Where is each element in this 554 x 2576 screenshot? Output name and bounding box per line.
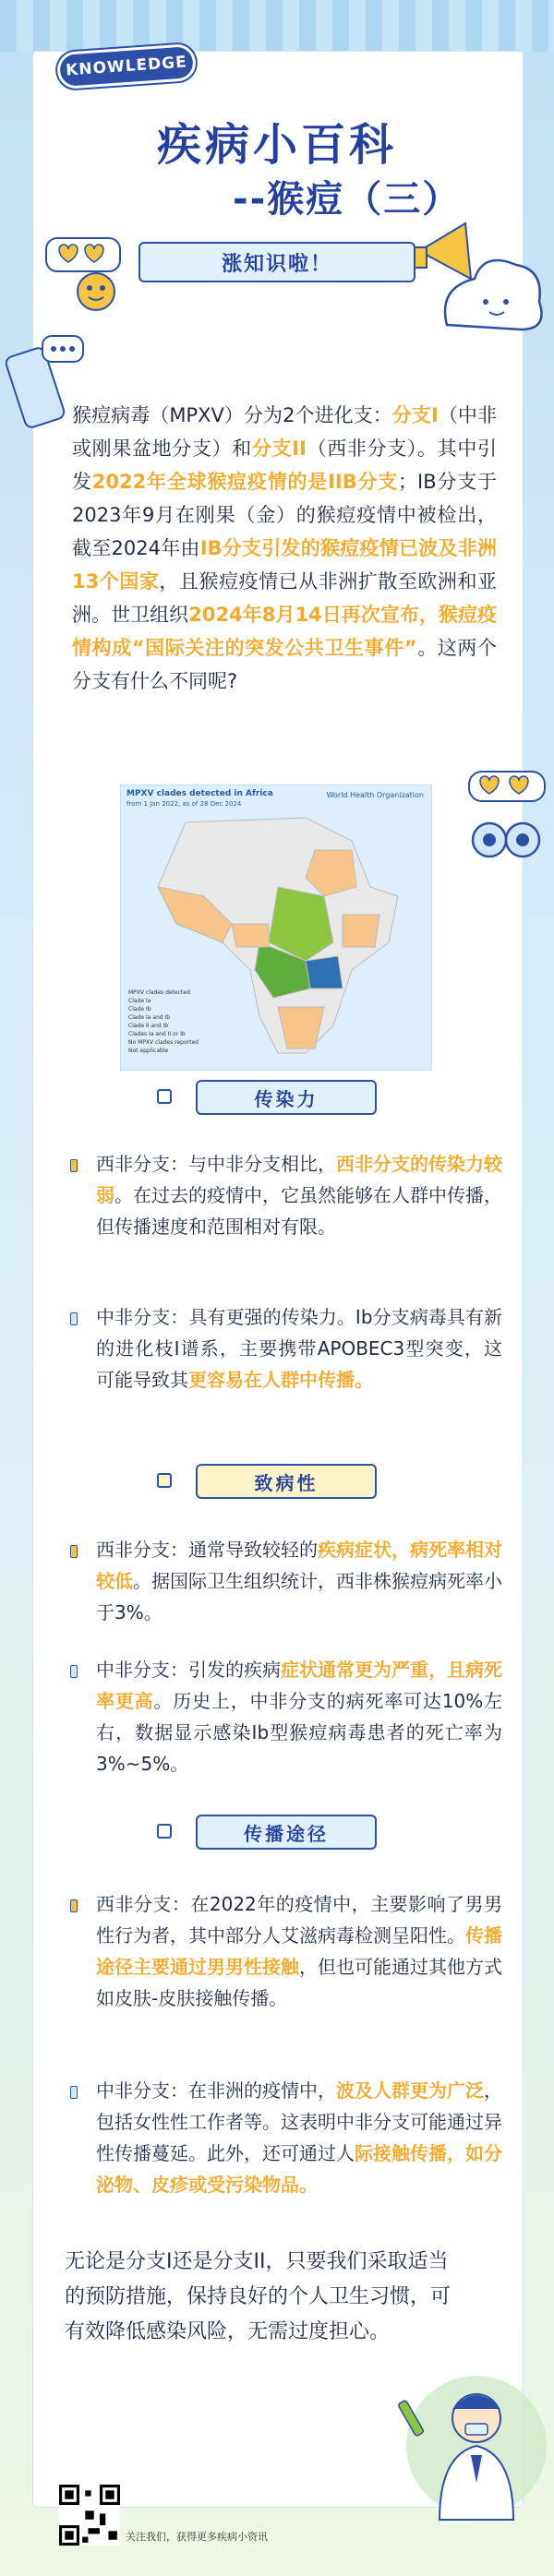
section-pathogenicity-west bbox=[96, 1534, 502, 1628]
section-transmissibility-central bbox=[96, 1301, 502, 1396]
legend-item: Clade Ia and Ib bbox=[128, 1014, 171, 1021]
body-text: ，且猴痘疫情已从非洲扩散至欧洲和亚洲。世卫组织 bbox=[72, 570, 498, 626]
who-logo: World Health Organization bbox=[326, 791, 424, 799]
legend-item: Clade II and Ib bbox=[128, 1023, 169, 1029]
section-transmissibility-west bbox=[96, 1148, 502, 1242]
binoculars-icon bbox=[462, 766, 550, 868]
highlight-text: 症状通常更为严重，且病死率更高 bbox=[96, 1659, 502, 1712]
megaphone-cloud-icon bbox=[410, 214, 548, 362]
section-route-title: 传播途径 bbox=[196, 1815, 377, 1850]
body-text: ；IB分支于2023年9月在刚果（金）的猴痘疫情中被检出，截至2024年由 bbox=[72, 471, 497, 559]
legend-item: Clade Ib bbox=[128, 1006, 151, 1012]
highlight-text: 疾病症状，病死率相对较低 bbox=[96, 1539, 502, 1592]
body-text: （西非分支）。其中引发 bbox=[72, 437, 498, 493]
section-marker-icon bbox=[157, 1473, 172, 1488]
section-pathogenicity-title: 致病性 bbox=[196, 1464, 377, 1499]
bullet-icon bbox=[70, 1899, 78, 1912]
page-title: 疾病小百科 bbox=[156, 119, 397, 171]
highlight-text: IB分支引发的猴痘疫情已波及非洲13个国家 bbox=[72, 537, 497, 593]
section-route-west bbox=[96, 1888, 502, 2014]
map-subtitle: from 1 Jan 2022, as of 28 Dec 2024 bbox=[126, 800, 242, 808]
bullet-icon bbox=[70, 1545, 78, 1558]
highlight-text: 分支I bbox=[391, 404, 439, 426]
doctor-illustration-icon bbox=[388, 2344, 550, 2529]
intro-paragraph bbox=[72, 399, 497, 698]
decor-stripes bbox=[0, 0, 554, 52]
body-text: （中非或刚果盆地分支）和 bbox=[72, 404, 497, 460]
highlight-text: 2022年全球猴痘疫情的是IIB分支 bbox=[91, 471, 399, 493]
page-subtitle: --猴痘（三） bbox=[233, 178, 462, 221]
body-text: 。这两个分支有什么不同呢? bbox=[72, 637, 498, 692]
highlight-text: 西非分支的传染力较弱 bbox=[96, 1153, 502, 1206]
knowledge-badge: KNOWLEDGE bbox=[56, 43, 197, 90]
body-text: 西非分支：通常导致较轻的 bbox=[96, 1539, 318, 1561]
body-text: 猴痘病毒（MPXV）分为2个进化支： bbox=[72, 404, 392, 426]
section-route-central bbox=[96, 2075, 502, 2200]
section-pathogenicity-central bbox=[96, 1654, 502, 1779]
highlight-text: 2024年8月14日再次宣布，猴痘疫情构成“国际关注的突发公共卫生事件” bbox=[72, 604, 497, 659]
bullet-icon bbox=[70, 1159, 78, 1172]
body-text: 中非分支：具有更强的传染力。Ib分支病毒具有新的进化枝I谱系，主要携带APOBEC3型突变，这可能导致其 bbox=[96, 1306, 502, 1391]
legend-item: MPXV clades detected bbox=[128, 989, 190, 996]
clade-map bbox=[120, 785, 432, 1071]
highlight-text: 更容易在人群中传播。 bbox=[188, 1369, 373, 1391]
bullet-icon bbox=[70, 2086, 78, 2099]
body-text: ，但也可能通过其他方式如皮肤-皮肤接触传播。 bbox=[96, 1956, 502, 2009]
legend-item: No MPXV clades reported bbox=[128, 1039, 199, 1046]
highlight-text: 波及人群更为广泛 bbox=[336, 2079, 484, 2102]
section-marker-icon bbox=[157, 1824, 172, 1839]
legend-item: Clade Ia bbox=[128, 998, 151, 1004]
body-text: 西非分支：与中非分支相比， bbox=[96, 1153, 336, 1175]
legend-item: Clades Ia and II or Ib bbox=[128, 1031, 186, 1037]
hearts-speech-icon bbox=[41, 233, 133, 316]
body-text: 中非分支：引发的疾病 bbox=[96, 1659, 281, 1681]
legend-item: Not applicable bbox=[128, 1048, 169, 1054]
body-text: 西非分支：在2022年的疫情中，主要影响了男男性行为者，其中部分人艾滋病毒检测呈阳性。 bbox=[96, 1893, 502, 1947]
highlight-text: 分支II bbox=[251, 437, 307, 460]
section-marker-icon bbox=[157, 1089, 172, 1104]
bullet-icon bbox=[70, 1312, 78, 1325]
highlight-text: 际接触传播，如分泌物、皮疹或受污染物品。 bbox=[96, 2142, 502, 2196]
body-text: 。历史上，中非分支的病死率可达10%左右，数据显示感染Ib型猴痘病毒患者的死亡率为3%~5%。 bbox=[96, 1690, 503, 1775]
map-legend bbox=[128, 988, 199, 1055]
bullet-icon bbox=[70, 1665, 78, 1678]
body-text: ，包括女性性工作者等。这表明中非分支可能通过异性传播蔓延。此外，还可通过人 bbox=[96, 2079, 502, 2164]
closing-paragraph: 无论是分支I还是分支II，只要我们采取适当的预防措施，保持良好的个人卫生习惯，可有效降低感染风险，无需过度担心。 bbox=[65, 2250, 452, 2343]
knowledge-tag: 涨知识啦！ bbox=[138, 242, 416, 282]
section-transmissibility-title: 传染力 bbox=[196, 1080, 377, 1115]
body-text: 。在过去的疫情中，它虽然能够在人群中传播，但传播速度和范围相对有限。 bbox=[96, 1184, 502, 1238]
body-text: 。据国际卫生组织统计，西非株猴痘病死率小于3%。 bbox=[96, 1570, 502, 1623]
follow-text: 关注我们，获得更多疾病小资讯 bbox=[126, 2531, 268, 2543]
body-text: 中非分支：在非洲的疫情中， bbox=[96, 2079, 336, 2102]
highlight-text: 传播途径主要通过男男性接触 bbox=[96, 1924, 502, 1978]
map-title: MPXV clades detected in Africa bbox=[126, 789, 273, 798]
qr-code-icon bbox=[59, 2485, 120, 2546]
